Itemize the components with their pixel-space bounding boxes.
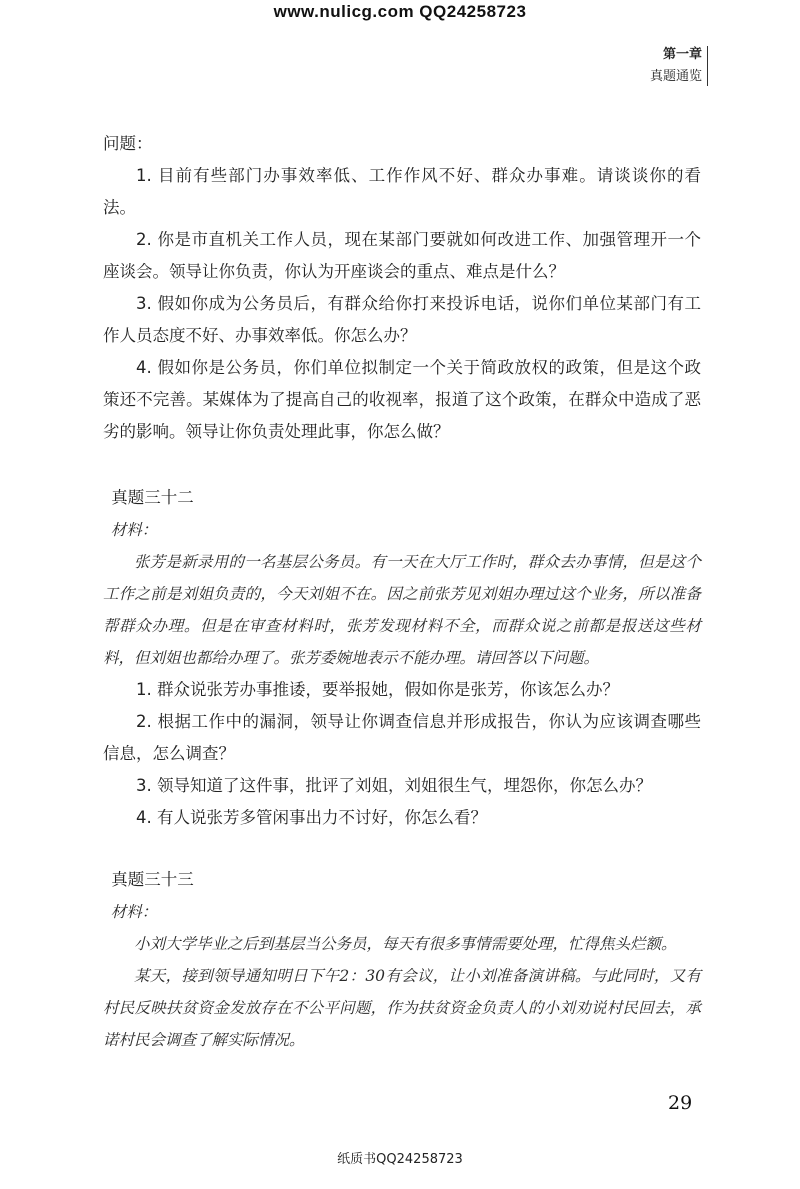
question-item: 2. 根据工作中的漏洞，领导让你调查信息并形成报告，你认为应该调查哪些信息，怎么调查？ [103, 712, 701, 763]
question-item: 4. 有人说张芳多管闲事出力不讨好，你怎么看？ [136, 808, 487, 827]
page-number: 29 [668, 1092, 693, 1114]
question-item: 1. 群众说张芳办事推诿，要举报她，假如你是张芳，你该怎么办？ [136, 680, 619, 699]
section-heading: 真题三十三 [111, 870, 194, 889]
material-text: 某天，接到领导通知明日下午2：30有会议，让小刘准备演讲稿。与此同时，又有村民反映扶贫资金发放存在不公平问题，作为扶贫资金负责人的小刘劝说村民回去，承诺村民会调查了解实际情况。 [103, 967, 701, 1049]
material-text: 张芳是新录用的一名基层公务员。有一天在大厅工作时，群众去办事情，但是这个工作之前是刘姐负责的，今天刘姐不在。因之前张芳见刘姐办理过这个业务，所以准备帮群众办理。但是在审查材料时，张芳发现材料不全，而群众说之前都是报送这些材料，但刘姐也都给办理了。张芳委婉地表示不能办理。请回答以下问题。 [103, 553, 701, 667]
watermark-bottom: 纸质书QQ24258723 [337, 1152, 463, 1167]
questions-label: 问题： [103, 134, 153, 153]
chapter-subtitle: 真题通览 [649, 69, 702, 84]
question-item: 3. 假如你成为公务员后，有群众给你打来投诉电话，说你们单位某部门有工作人员态度不好、办事效率低。你怎么办？ [103, 294, 701, 345]
chapter-header [650, 44, 702, 88]
section-exam-33 [103, 864, 701, 1056]
section-heading: 真题三十二 [111, 488, 194, 507]
question-item: 2. 你是市直机关工作人员，现在某部门要就如何改进工作、加强管理开一个座谈会。领导让你负责，你认为开座谈会的重点、难点是什么？ [103, 230, 701, 281]
question-item: 3. 领导知道了这件事，批评了刘姐，刘姐很生气，埋怨你，你怎么办？ [136, 776, 652, 795]
material-text: 小刘大学毕业之后到基层当公务员，每天有很多事情需要处理，忙得焦头烂额。 [134, 935, 677, 953]
material-label: 材料： [110, 903, 158, 921]
section-questions [103, 128, 701, 448]
question-item: 1. 目前有些部门办事效率低、工作作风不好、群众办事难。请谈谈你的看法。 [103, 166, 701, 217]
material-label: 材料： [110, 521, 158, 539]
page-content [103, 128, 701, 1056]
chapter-title: 第一章 [662, 47, 702, 62]
section-exam-32 [103, 482, 701, 834]
question-item: 4. 假如你是公务员，你们单位拟制定一个关于简政放权的政策，但是这个政策还不完善。某媒体为了提高自己的收视率，报道了这个政策，在群众中造成了恶劣的影响。领导让你负责处理此事，你怎么做？ [103, 358, 701, 441]
watermark-top: www.nulicg.com QQ24258723 [273, 2, 527, 21]
chapter-divider [707, 46, 708, 86]
